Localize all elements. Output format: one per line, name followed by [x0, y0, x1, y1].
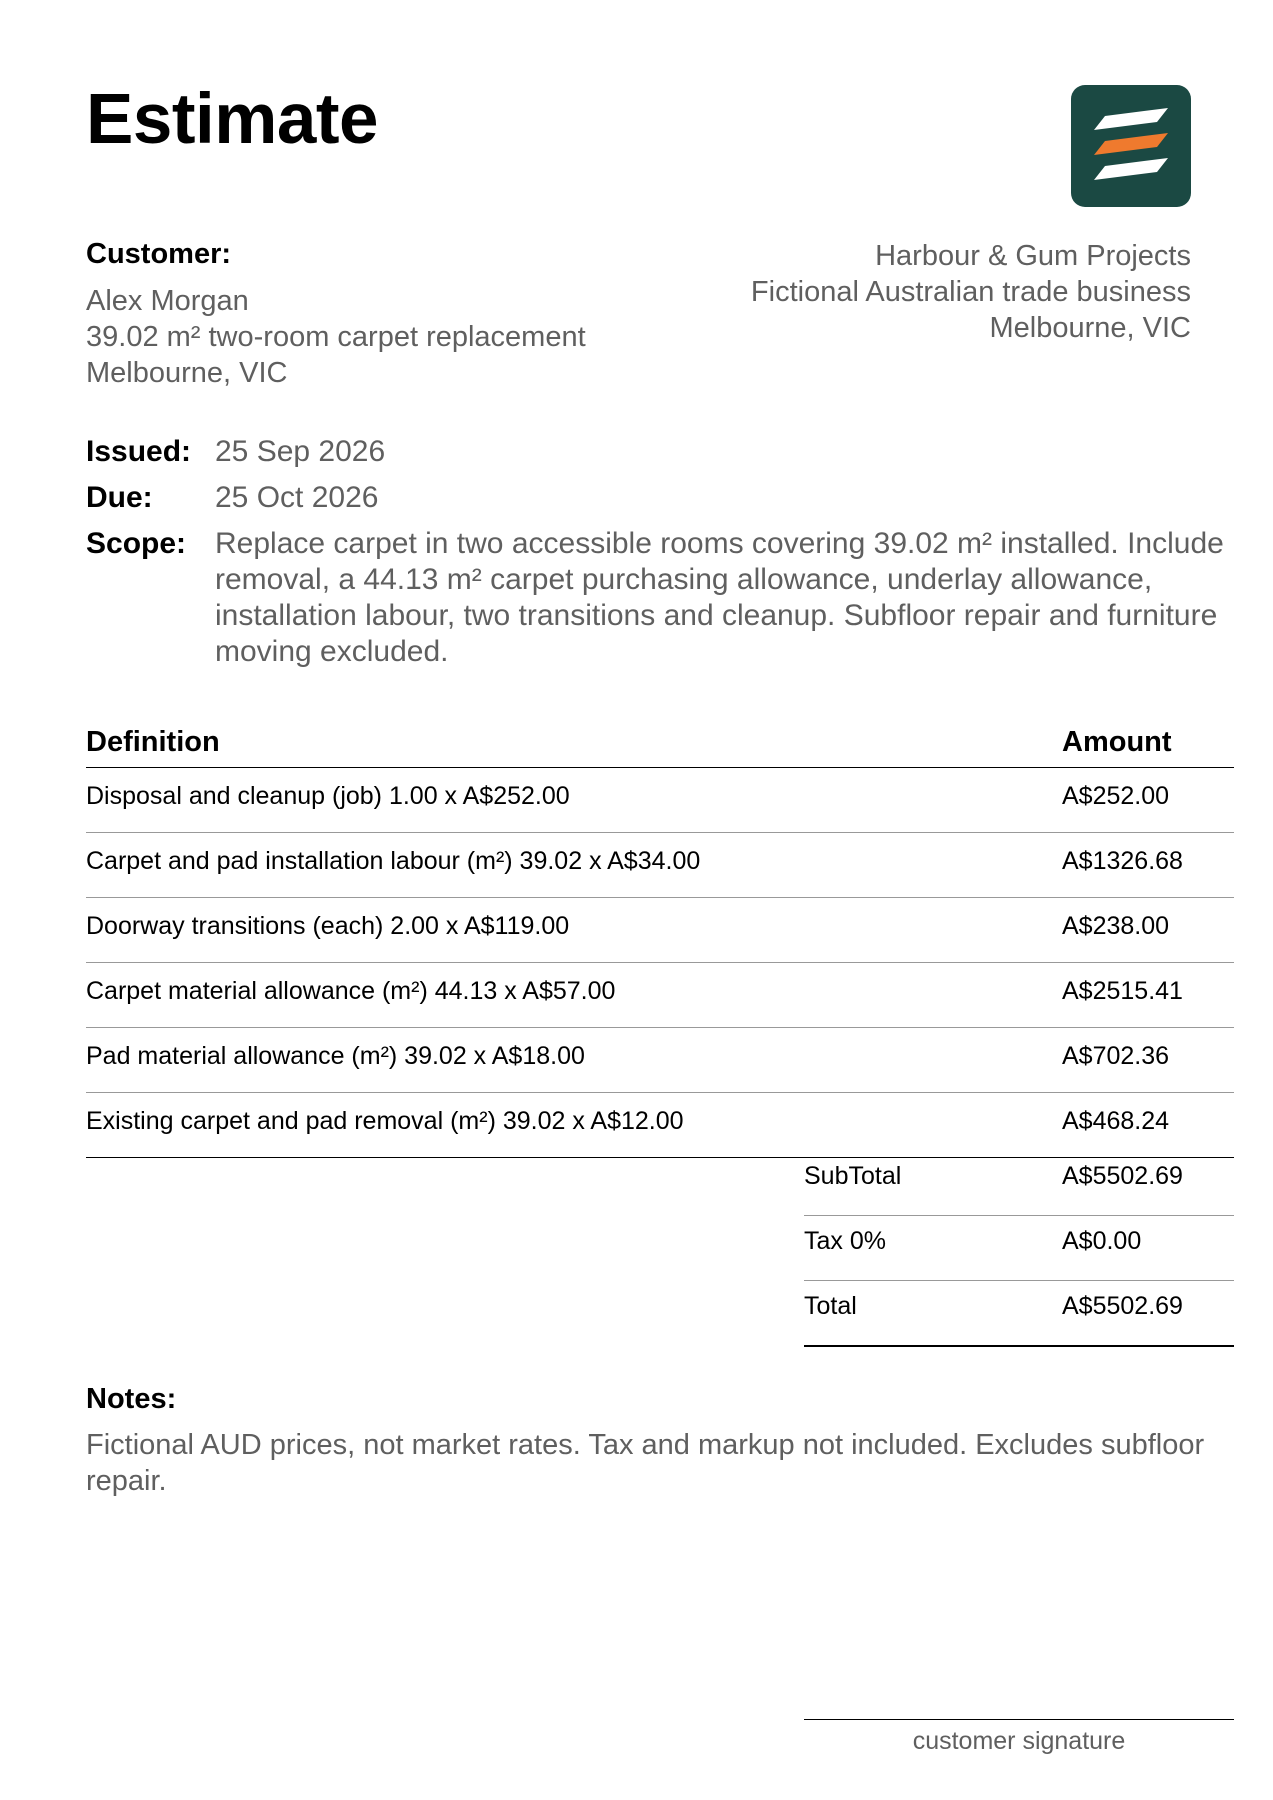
tax-value: A$0.00: [1062, 1227, 1142, 1255]
signature-line: [804, 1719, 1234, 1720]
line-item-amount: A$238.00: [1062, 912, 1170, 940]
customer-project: 39.02 m² two-room carpet replacement: [86, 321, 586, 353]
line-item-amount: A$702.36: [1062, 1042, 1170, 1070]
definition-header: Definition: [86, 726, 220, 758]
subtotal-value: A$5502.69: [1062, 1162, 1183, 1190]
total-value: A$5502.69: [1062, 1292, 1183, 1320]
customer-location: Melbourne, VIC: [86, 357, 288, 389]
due-label: Due:: [86, 481, 153, 514]
amount-header: Amount: [1062, 726, 1172, 758]
table-header: [86, 724, 1234, 768]
total-row: [804, 1281, 1234, 1347]
table-row: [86, 833, 1234, 898]
totals-block: [804, 1151, 1234, 1347]
total-label: Total: [804, 1292, 857, 1320]
line-item-definition: Carpet and pad installation labour (m²) 39.02 x A$34.00: [86, 847, 701, 875]
due-row: [86, 480, 1236, 526]
page-title: Estimate: [86, 80, 378, 159]
table-row: [86, 963, 1234, 1028]
table-row: [86, 1028, 1234, 1093]
customer-label: Customer:: [86, 238, 232, 270]
notes-label: Notes:: [86, 1383, 177, 1415]
line-item-definition: Doorway transitions (each) 2.00 x A$119.00: [86, 912, 570, 940]
company-name: Harbour & Gum Projects: [875, 240, 1191, 272]
issued-label: Issued:: [86, 435, 192, 468]
table-row: [86, 898, 1234, 963]
table-row: [86, 768, 1234, 833]
line-item-definition: Disposal and cleanup (job) 1.00 x A$252.00: [86, 782, 570, 810]
line-item-amount: A$252.00: [1062, 782, 1170, 810]
line-item-definition: Carpet material allowance (m²) 44.13 x A$57.00: [86, 977, 616, 1005]
issued-date: 25 Sep 2026: [215, 435, 386, 468]
tax-row: [804, 1216, 1234, 1281]
table-row: [86, 1093, 1234, 1158]
subtotal-label: SubTotal: [804, 1162, 902, 1190]
subtotal-row: [804, 1151, 1234, 1216]
company-tagline: Fictional Australian trade business: [750, 276, 1191, 308]
signature-label: customer signature: [912, 1727, 1126, 1755]
scope-row: [86, 526, 1236, 670]
line-items-table: [86, 724, 1234, 1158]
issued-row: [86, 434, 1236, 480]
customer-details: [86, 283, 586, 391]
notes-text: Fictional AUD prices, not market rates. Tax and markup not included. Excludes subfloor repair.: [86, 1429, 1205, 1497]
company-details: [751, 238, 1191, 346]
line-item-amount: A$2515.41: [1062, 977, 1183, 1005]
due-date: 25 Oct 2026: [215, 481, 379, 514]
scope-label: Scope:: [86, 527, 187, 560]
layers-logo-icon: [1071, 85, 1191, 207]
scope-text: Replace carpet in two accessible rooms covering 39.02 m² installed. Include removal, a 44.13 m² carpet purchasing allowance, underlay allowance, installation labour, two transitions and cleanup. Subfloor repair and furniture moving excluded.: [215, 527, 1224, 668]
line-item-amount: A$1326.68: [1062, 847, 1183, 875]
line-item-definition: Pad material allowance (m²) 39.02 x A$18.00: [86, 1042, 585, 1070]
estimate-meta: [86, 434, 1236, 670]
line-item-amount: A$468.24: [1062, 1107, 1170, 1135]
company-location: Melbourne, VIC: [989, 312, 1191, 344]
line-item-definition: Existing carpet and pad removal (m²) 39.02 x A$12.00: [86, 1107, 684, 1135]
customer-name: Alex Morgan: [86, 285, 249, 317]
tax-label: Tax 0%: [804, 1227, 886, 1255]
